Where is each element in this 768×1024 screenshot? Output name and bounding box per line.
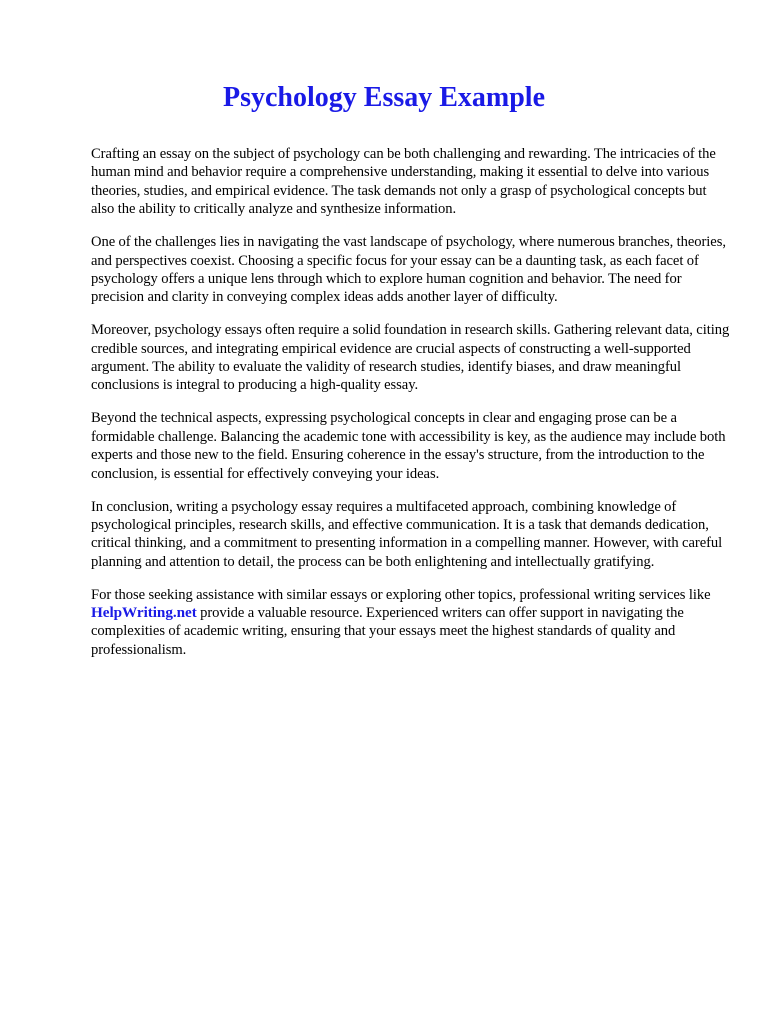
paragraph-4: Beyond the technical aspects, expressing psychological concepts in clear and engaging prose can be a formidable challenge. Balancing the academic tone with accessibility is key, as the audience may include both experts and those new to the field. Ensuring coherence in the essay's structure, from the introduction to the conclusion, is essential for effectively conveying your ideas. bbox=[91, 410, 726, 482]
helpwriting-link[interactable]: HelpWriting.net bbox=[91, 604, 197, 622]
paragraph-5: In conclusion, writing a psychology essay requires a multifaceted approach, combining knowledge of psychological principles, research skills, and effective communication. It is a task that demands dedication, critical thinking, and a commitment to presenting information in a compelling manner. However, with careful planning and attention to detail, the process can be both enlightening and intellectually gratifying. bbox=[91, 498, 723, 570]
page-title: Psychology Essay Example bbox=[222, 82, 546, 113]
paragraph-6-text-after-link: provide a valuable resource. Experienced writers can offer support in navigating the complexities of academic writing, ensuring that your essays meet the highest standards of quality and professionalism. bbox=[91, 605, 684, 658]
paragraph-6-text-before-link: For those seeking assistance with similar essays or exploring other topics, professional writing services like bbox=[91, 586, 711, 603]
essay-body bbox=[91, 145, 731, 674]
paragraph-3: Moreover, psychology essays often require a solid foundation in research skills. Gathering relevant data, citing credible sources, and integrating empirical evidence are crucial aspects of constructing a well-supported argument. The ability to evaluate the validity of research studies, identify biases, and draw meaningful conclusions is integral to producing a high-quality essay. bbox=[91, 322, 730, 394]
paragraph-6 bbox=[91, 586, 731, 660]
paragraph-2: One of the challenges lies in navigating the vast landscape of psychology, where numerous branches, theories, and perspectives coexist. Choosing a specific focus for your essay can be a daunting task, as each facet of psychology offers a unique lens through which to explore human cognition and behavior. The need for precision and clarity in conveying complex ideas adds another layer of difficulty. bbox=[91, 234, 726, 306]
paragraph-1: Crafting an essay on the subject of psychology can be both challenging and rewarding. The intricacies of the human mind and behavior require a comprehensive understanding, making it essential to delve into various theories, studies, and empirical evidence. The task demands not only a grasp of psychological concepts but also the ability to critically analyze and synthesize information. bbox=[91, 146, 716, 218]
